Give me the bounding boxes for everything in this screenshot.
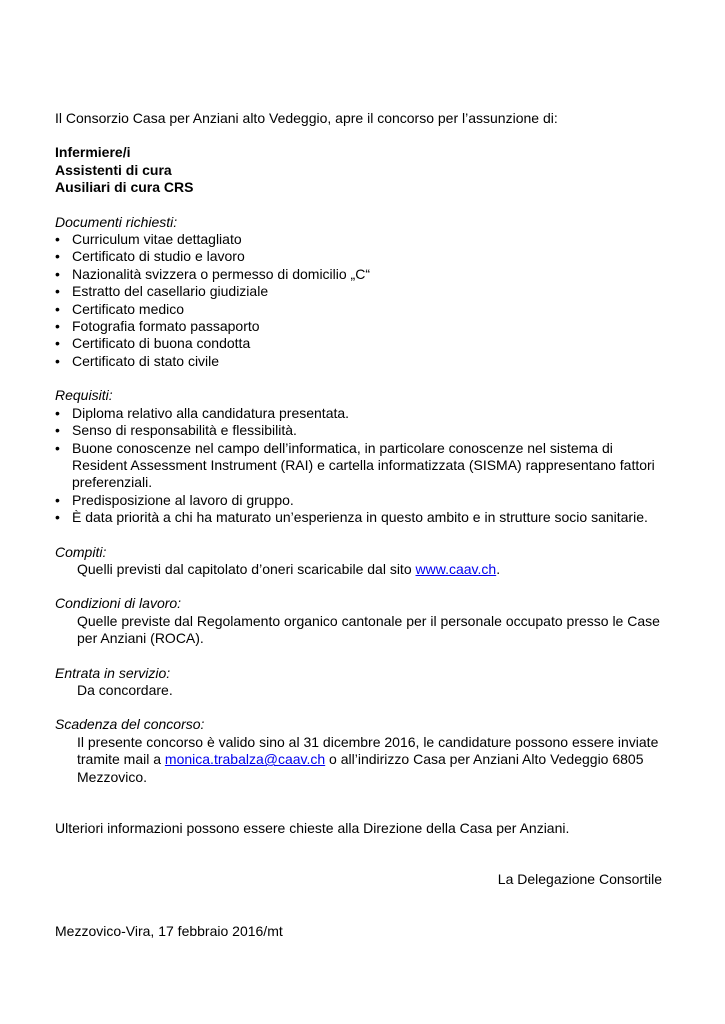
- tasks-title: Compiti:: [55, 543, 107, 560]
- intro-text: Il Consorzio Casa per Anziani alto Vedeggio, apre il concorso per l’assunzione di:: [55, 110, 558, 126]
- tasks-text-before: Quelli previsti dal capitolato d’oneri scaricabile dal sito: [77, 560, 416, 577]
- website-link[interactable]: www.caav.ch: [415, 560, 497, 577]
- tasks-section: [55, 544, 665, 579]
- position-nurse: Infermiere/i: [55, 144, 131, 161]
- list-item: • Certificato di stato civile: [55, 353, 665, 370]
- conditions-text: Quelle previste dal Regolamento organico cantonale per il personale occupato presso le Case per Anziani (ROCA).: [77, 612, 660, 647]
- start-text: Da concordare.: [77, 681, 173, 698]
- list-item: • Buone conoscenze nel campo dell’informatica, in particolare conoscenze nel sistema di Resident Assessment Instrument (RAI) e cartella informatizzata (SISMA) rappresentano fattori preferenziali.: [55, 440, 665, 492]
- list-item: • Certificato di buona condotta: [55, 335, 665, 352]
- document-body: [55, 110, 665, 940]
- positions-list: [55, 144, 665, 196]
- start-section: [55, 665, 665, 700]
- tasks-text-after: .: [496, 560, 501, 577]
- further-info-text: Ulteriori informazioni possono essere chieste alla Direzione della Casa per Anziani.: [55, 820, 570, 836]
- position-care-assistant: Assistenti di cura: [55, 161, 172, 178]
- deadline-title: Scadenza del concorso:: [55, 716, 205, 733]
- deadline-section: [55, 716, 665, 786]
- documents-title: Documenti richiesti:: [55, 213, 178, 230]
- list-item: • Fotografia formato passaporto: [55, 318, 665, 335]
- conditions-title: Condizioni di lavoro:: [55, 595, 182, 612]
- deadline-text-before: Il presente concorso è valido sino al 31 dicembre 2016, le candidature possono essere inviate tramite mail a: [77, 733, 659, 768]
- list-item: • Estratto del casellario giudiziale: [55, 283, 665, 300]
- list-item: • Certificato medico: [55, 301, 665, 318]
- documents-section: [55, 214, 665, 371]
- requirements-title: Requisiti:: [55, 387, 113, 404]
- list-item: • Curriculum vitae dettagliato: [55, 231, 665, 248]
- conditions-section: [55, 595, 665, 647]
- deadline-text: [55, 734, 665, 786]
- tasks-text: [55, 561, 665, 578]
- list-item: • Predisposizione al lavoro di gruppo.: [55, 492, 665, 509]
- list-item: • È data priorità a chi ha maturato un’esperienza in questo ambito e in strutture socio sanitarie.: [55, 509, 665, 526]
- requirements-section: [55, 387, 665, 526]
- start-title: Entrata in servizio:: [55, 664, 171, 681]
- deadline-text-after: o all’indirizzo Casa per Anziani Alto Vedeggio 6805 Mezzovico.: [77, 751, 644, 785]
- list-item: • Certificato di studio e lavoro: [55, 248, 665, 265]
- email-link[interactable]: monica.trabalza@caav.ch: [164, 751, 326, 768]
- signature: La Delegazione Consortile: [497, 871, 662, 888]
- list-item: • Nazionalità svizzera o permesso di domicilio „C“: [55, 266, 665, 283]
- list-item: • Diploma relativo alla candidatura presentata.: [55, 405, 665, 422]
- list-item: • Senso di responsabilità e flessibilità.: [55, 422, 665, 439]
- date-line: Mezzovico-Vira, 17 febbraio 2016/mt: [55, 922, 283, 939]
- position-care-auxiliary: Ausiliari di cura CRS: [55, 179, 194, 196]
- documents-list: [55, 231, 665, 370]
- requirements-list: [55, 405, 665, 527]
